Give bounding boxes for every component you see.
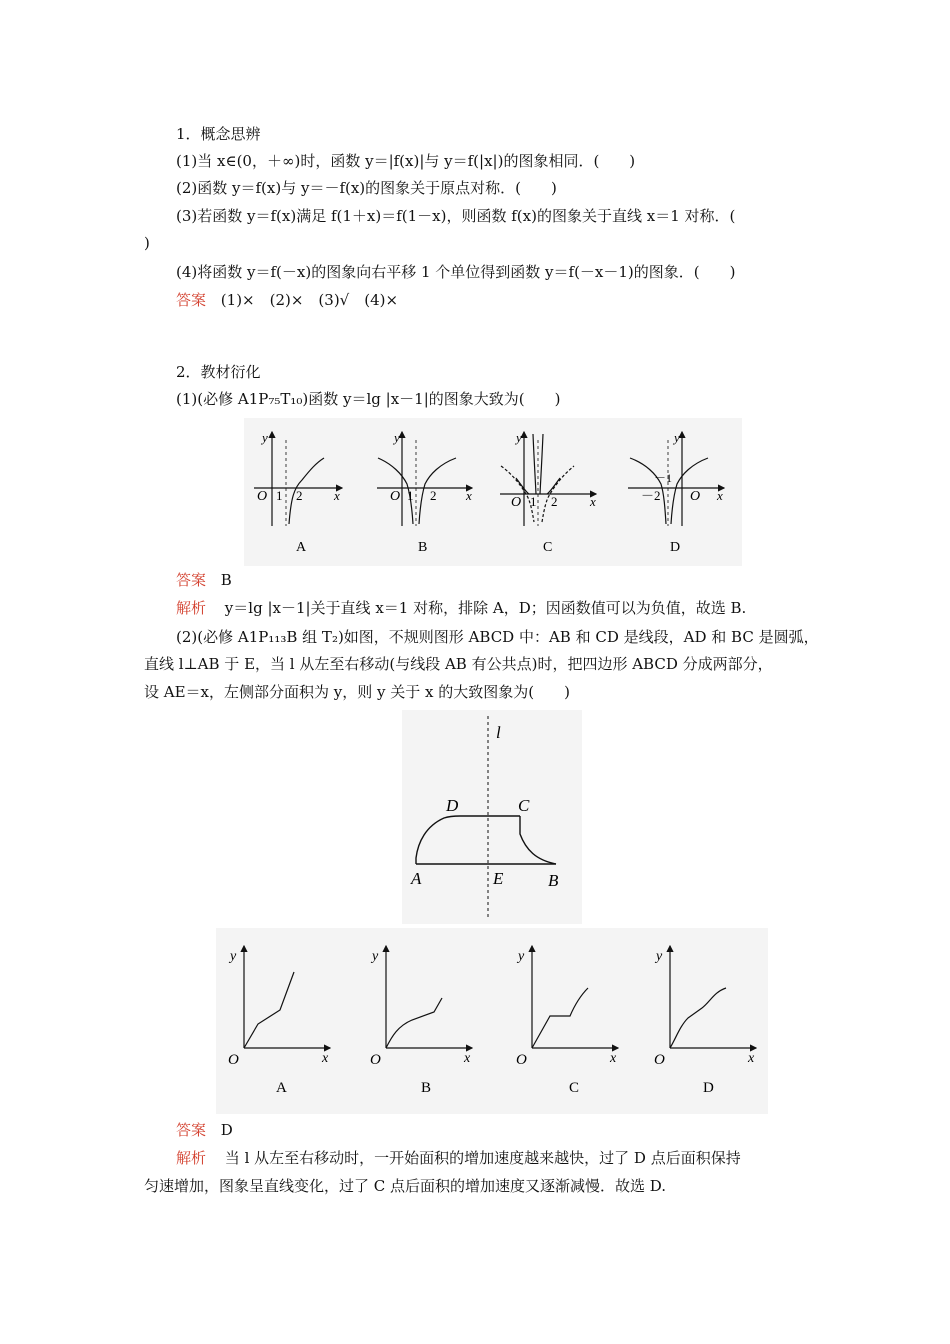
answer-label: 答案 bbox=[176, 1121, 207, 1139]
axis-label: x bbox=[717, 488, 723, 503]
origin-label: O bbox=[390, 489, 401, 504]
axis-label: x bbox=[610, 1051, 617, 1066]
problem1-question: (1)(必修 A1P₇₅T₁₀)函数 y＝lg |x－1|的图象大致为( ) bbox=[176, 390, 561, 408]
option-letter: A bbox=[296, 540, 307, 555]
point-label: D bbox=[446, 796, 459, 815]
analysis-label: 解析 bbox=[176, 1149, 207, 1167]
point-label: E bbox=[493, 869, 504, 888]
answer-value: B bbox=[220, 571, 232, 589]
tick-label: 2 bbox=[551, 494, 558, 509]
problem2-answer-row bbox=[176, 1120, 233, 1140]
origin-label: O bbox=[516, 1052, 527, 1068]
section1-answer-row bbox=[176, 290, 398, 310]
answer-value: (1)× (2)× (3)√ (4)× bbox=[220, 291, 399, 309]
origin-label: O bbox=[654, 1052, 665, 1068]
point-label: A bbox=[411, 869, 422, 888]
axis-label: x bbox=[334, 488, 340, 503]
answer-label: 答案 bbox=[176, 571, 207, 589]
problem2-question-line1: (2)(必修 A1P₁₁₃B 组 T₂)如图，不规则图形 ABCD 中：AB 和 CD 是线段，AD 和 BC 是圆弧， bbox=[176, 628, 819, 646]
problem1-analysis-row bbox=[176, 598, 746, 618]
answer-value: D bbox=[220, 1121, 233, 1139]
tick-label: 1 bbox=[407, 488, 414, 503]
option-letter: A bbox=[276, 1080, 287, 1096]
tick-label: －1 bbox=[654, 471, 673, 485]
analysis-text: y＝lg |x－1|关于直线 x＝1 对称，排除 A，D；因函数值可以为负值，故选 B. bbox=[224, 599, 747, 617]
axis-label: y bbox=[372, 949, 379, 964]
option-letter: B bbox=[421, 1080, 432, 1096]
lg-graphs-figure bbox=[244, 418, 742, 570]
problem1-answer-row bbox=[176, 570, 232, 590]
section2-heading: 2．教材衍化 bbox=[176, 363, 261, 381]
axis-label: x bbox=[590, 494, 596, 509]
line-l-label: l bbox=[496, 723, 501, 742]
axis-label: y bbox=[262, 430, 268, 445]
origin-label: O bbox=[257, 489, 268, 504]
axis-label: y bbox=[656, 949, 663, 964]
problem2-analysis-line2: 匀速增加，图象呈直线变化，过了 C 点后面积的增加速度又逐渐减慢．故选 D. bbox=[144, 1177, 667, 1195]
point-label: C bbox=[518, 796, 530, 815]
option-letter: D bbox=[670, 540, 681, 555]
problem2-question-line2: 直线 l⊥AB 于 E，当 l 从左至右移动(与线段 AB 有公共点)时，把四边形 ABCD 分成两部分， bbox=[144, 655, 773, 673]
point-label: B bbox=[548, 871, 559, 890]
section1-q4: (4)将函数 y＝f(－x)的图象向右平移 1 个单位得到函数 y＝f(－x－1)的图象．( ) bbox=[176, 263, 736, 281]
shape-abcd-figure bbox=[402, 710, 582, 928]
axis-label: y bbox=[516, 430, 522, 445]
axis-label: x bbox=[464, 1051, 471, 1066]
axis-label: x bbox=[466, 488, 472, 503]
axis-label: y bbox=[394, 430, 400, 445]
section1-heading: 1．概念思辨 bbox=[176, 125, 261, 143]
area-graphs-figure bbox=[216, 928, 768, 1118]
origin-label: O bbox=[511, 495, 522, 510]
tick-label: 2 bbox=[430, 488, 437, 503]
section1-q2: (2)函数 y＝f(x)与 y＝－f(x)的图象关于原点对称．( ) bbox=[176, 179, 557, 197]
section1-q1: (1)当 x∈(0，＋∞)时，函数 y＝|f(x)|与 y＝f(|x|)的图象相同．( ) bbox=[176, 152, 636, 170]
section1-q3-cont: ) bbox=[144, 234, 150, 252]
option-letter: D bbox=[703, 1080, 714, 1096]
answer-label: 答案 bbox=[176, 291, 207, 309]
problem2-question-line3: 设 AE＝x，左侧部分面积为 y，则 y 关于 x 的大致图象为( ) bbox=[144, 683, 570, 701]
analysis-text: 当 l 从左至右移动时，一开始面积的增加速度越来越快，过了 D 点后面积保持 bbox=[224, 1149, 741, 1167]
problem2-analysis-row bbox=[176, 1148, 741, 1168]
tick-label: 2 bbox=[296, 488, 303, 503]
axis-label: y bbox=[518, 949, 525, 964]
origin-label: O bbox=[228, 1052, 239, 1068]
option-letter: B bbox=[418, 540, 428, 555]
axis-label: y bbox=[230, 949, 237, 964]
axis-label: y bbox=[674, 430, 680, 445]
tick-label: 1 bbox=[276, 488, 283, 503]
tick-label: －2 bbox=[641, 488, 661, 503]
option-letter: C bbox=[569, 1080, 580, 1096]
axis-label: x bbox=[748, 1051, 755, 1066]
axis-label: x bbox=[322, 1051, 329, 1066]
origin-label: O bbox=[690, 489, 701, 504]
analysis-label: 解析 bbox=[176, 599, 207, 617]
origin-label: O bbox=[370, 1052, 381, 1068]
section1-q3: (3)若函数 y＝f(x)满足 f(1＋x)＝f(1－x)，则函数 f(x)的图象关于直线 x＝1 对称．( bbox=[176, 207, 736, 225]
tick-label: 1 bbox=[530, 494, 537, 509]
option-letter: C bbox=[543, 540, 553, 555]
